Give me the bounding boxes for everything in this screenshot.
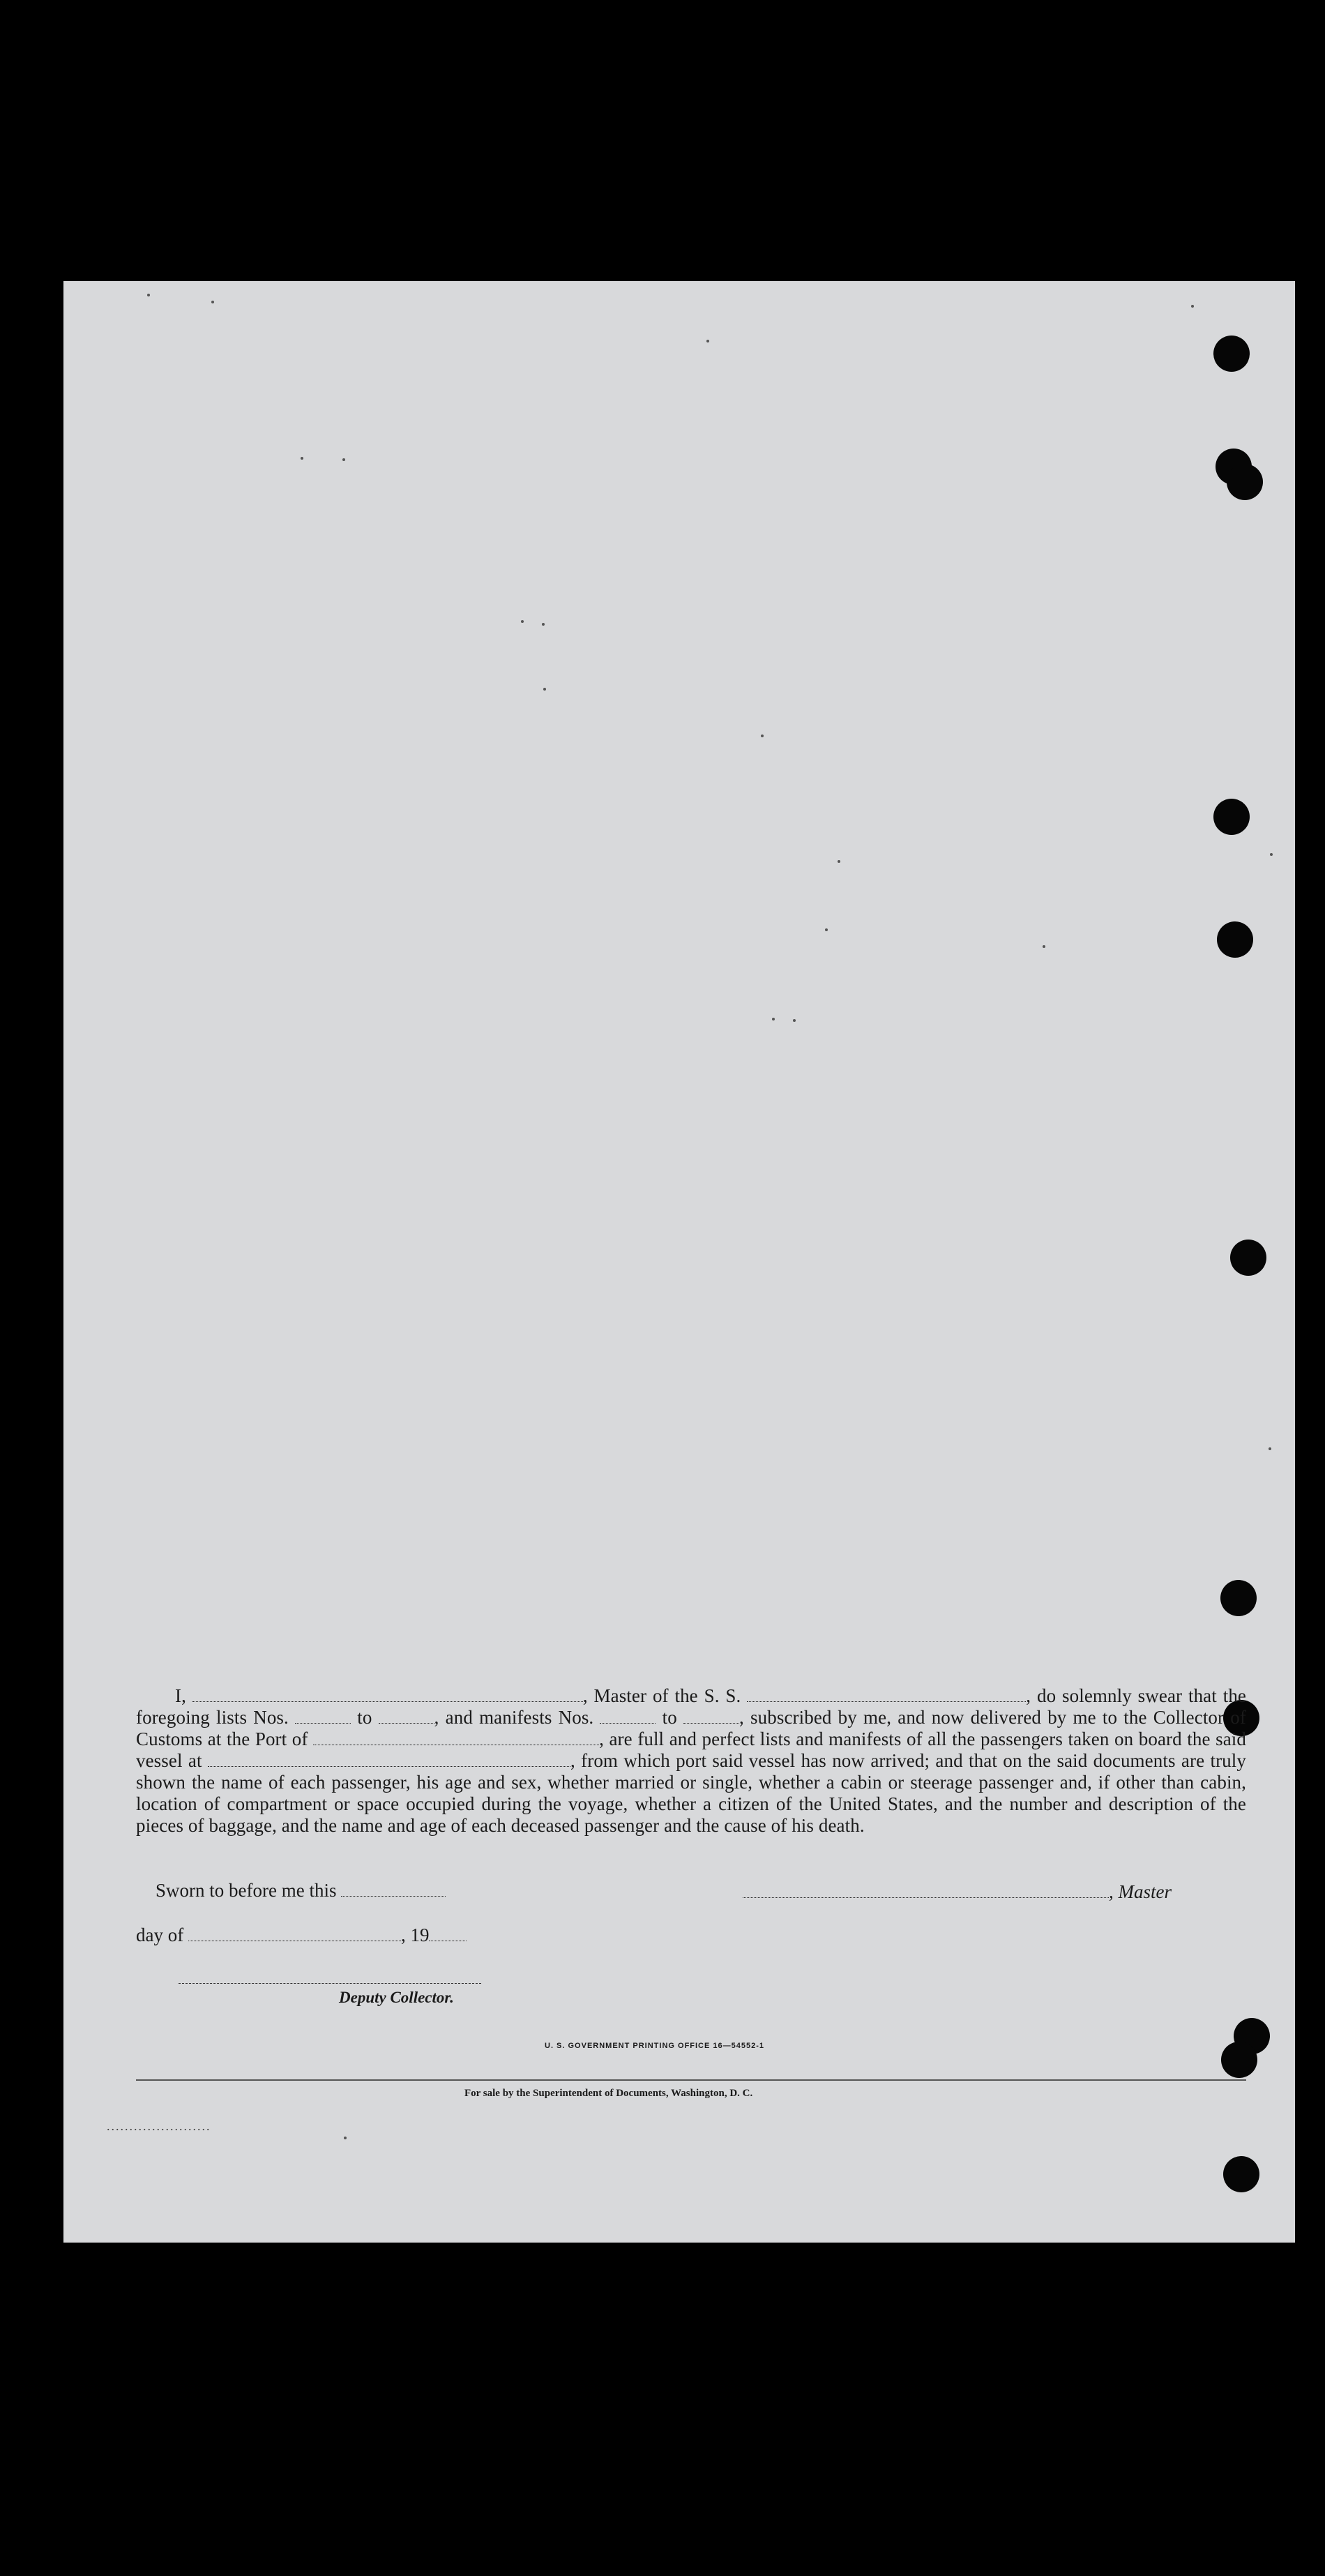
master-name-blank (192, 1687, 583, 1702)
speck (211, 301, 214, 303)
footer-rule (136, 2079, 1246, 2081)
month-blank (188, 1927, 401, 1941)
speck (1269, 1447, 1271, 1450)
year-blank (429, 1927, 467, 1941)
oath-text: to (662, 1707, 677, 1728)
port-blank (313, 1731, 599, 1745)
speck (793, 1019, 796, 1022)
oath-text: to (357, 1707, 372, 1728)
oath-text: , are full and perfect lists and manifests of all the passengers taken on board the said vessel at (136, 1728, 1246, 1771)
speck (543, 688, 546, 691)
speck (838, 860, 840, 863)
deputy-signature-line (179, 1983, 481, 1984)
master-signature-row (743, 1881, 1172, 1903)
lists-from-blank (295, 1709, 351, 1724)
oath-text: , do solemnly swear that the foregoing lists Nos. (136, 1685, 1246, 1728)
punch-hole (1227, 464, 1263, 500)
oath-text: , and manifests Nos. (434, 1707, 594, 1728)
lists-to-blank (379, 1709, 434, 1724)
punch-hole (1230, 1240, 1266, 1276)
year-prefix: , 19 (400, 1925, 430, 1945)
departure-port-blank (208, 1752, 570, 1767)
speck (1191, 305, 1194, 308)
punch-hole (1213, 799, 1250, 835)
punch-hole (1223, 2156, 1259, 2192)
master-signature-blank (743, 1883, 1109, 1898)
speck (761, 735, 764, 737)
speck (521, 620, 524, 623)
ship-name-blank (747, 1687, 1026, 1702)
speck (706, 340, 709, 342)
punch-hole (1217, 921, 1253, 958)
sworn-text: Sworn to before me this (156, 1880, 337, 1901)
speck (772, 1018, 775, 1020)
form-sheet (63, 281, 1295, 2243)
oath-text: , from which port said vessel has now arrived; and that on the said documents are truly shown the name of each passenger, his age and sex, whether married or single, whether a cabin or steerage passenger and, if other than cabin, location of compartment or space occupied during the voyage, whether a citizen of the United States, and the number and description of the pieces of baggage, and the name and age of each deceased passenger and the cause of his death. (136, 1750, 1246, 1836)
speck (147, 294, 150, 296)
speck (301, 457, 303, 460)
deputy-collector-label: Deputy Collector. (339, 1989, 454, 2006)
sworn-day-blank (341, 1882, 446, 1897)
speck (825, 928, 828, 931)
gpo-imprint: U. S. GOVERNMENT PRINTING OFFICE 16—54552-1 (545, 2042, 765, 2050)
speck (344, 2137, 347, 2139)
dotted-marks: ....................... (107, 2119, 211, 2133)
sale-notice: For sale by the Superintendent of Documents, Washington, D. C. (464, 2088, 753, 2099)
speck (542, 623, 545, 626)
oath-paragraph (136, 1685, 1246, 1837)
punch-hole (1213, 336, 1250, 372)
master-label: , Master (1109, 1881, 1172, 1902)
day-of-label: day of (136, 1925, 184, 1945)
manifests-from-blank (600, 1709, 656, 1724)
day-of-row (136, 1925, 467, 1946)
oath-text: I, (175, 1685, 186, 1706)
punch-hole (1220, 1580, 1257, 1616)
oath-text: , Master of the S. S. (582, 1685, 741, 1706)
punch-hole (1221, 2042, 1257, 2078)
speck (1270, 853, 1273, 856)
speck (342, 458, 345, 461)
manifests-to-blank (683, 1709, 739, 1724)
sworn-row (156, 1880, 446, 1901)
speck (1043, 945, 1045, 948)
oath-text: , subscribed by me, and now delivered by me to the Collector of Customs at the Port of (136, 1707, 1246, 1749)
